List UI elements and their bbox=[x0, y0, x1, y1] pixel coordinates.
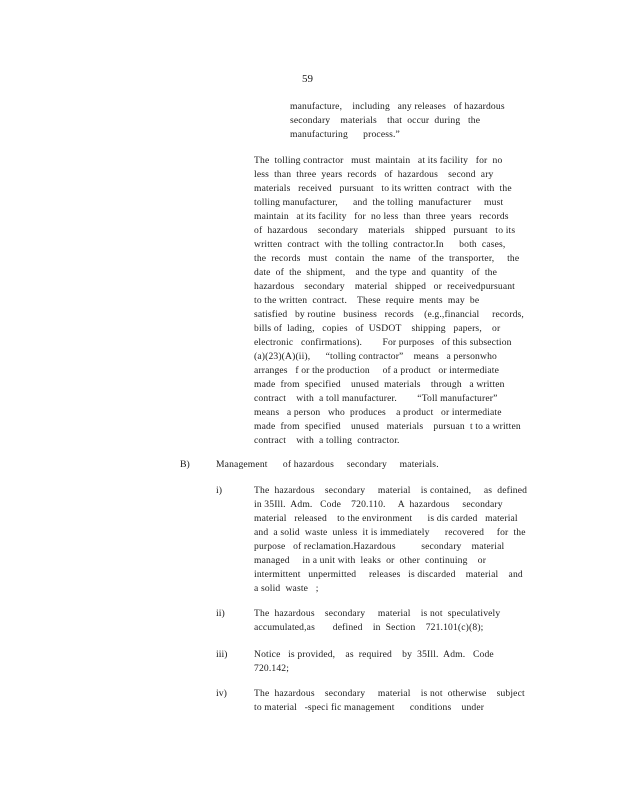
text-line: material released to the environment is dis carded material bbox=[254, 513, 518, 524]
item-iii-text bbox=[254, 648, 540, 676]
section-b-marker: B) bbox=[180, 459, 190, 470]
text-line: The tolling contractor must maintain at its facility for no bbox=[254, 155, 503, 166]
text-line: made from specified unused materials pursuan t to a written bbox=[254, 421, 521, 432]
text-line: made from specified unused materials through a written bbox=[254, 379, 505, 390]
text-line: (a)(23)(A)(ii), “tolling contractor” means a personwho bbox=[254, 351, 497, 362]
text-line: maintain at its facility for no less than three years records bbox=[254, 211, 509, 222]
text-line: to the written contract. These require ments may be bbox=[254, 295, 480, 306]
text-line: means a person who produces a product or intermediate bbox=[254, 407, 502, 418]
text-line: intermittent unpermitted releases is discarded material and bbox=[254, 569, 523, 580]
item-i-marker: i) bbox=[216, 485, 222, 496]
text-line: of hazardous secondary materials shipped pursuant to its bbox=[254, 225, 516, 236]
text-line: materials received pursuant to its written contract with the bbox=[254, 183, 512, 194]
item-ii-marker: ii) bbox=[216, 608, 225, 619]
page-number: 59 bbox=[302, 73, 313, 85]
text-line: bills of lading, copies of USDOT shipping papers, or bbox=[254, 323, 501, 334]
text-line: hazardous secondary material shipped or receivedpursuant bbox=[254, 281, 515, 292]
text-line: a solid waste ; bbox=[254, 583, 319, 594]
section-b-heading-text: Management of hazardous secondary materials. bbox=[216, 459, 439, 470]
text-line: purpose of reclamation.Hazardous secondary material bbox=[254, 541, 505, 552]
text-line: satisfied by routine business records (e.g.,financial records, bbox=[254, 309, 524, 320]
item-iv-text bbox=[254, 687, 540, 715]
item-i-text bbox=[254, 484, 540, 596]
section-b-heading bbox=[216, 458, 476, 472]
item-iii-marker: iii) bbox=[216, 649, 228, 660]
text-line: contract with a toll manufacturer. “Toll manufacturer” bbox=[254, 393, 498, 404]
text-line: The hazardous secondary material is contained, as defined bbox=[254, 485, 528, 496]
text-line: accumulated,as defined in Section 721.101(c)(8); bbox=[254, 622, 484, 633]
text-line: arranges f or the production of a product or intermediate bbox=[254, 365, 499, 376]
text-line: and a solid waste unless it is immediately recovered for the bbox=[254, 527, 526, 538]
text-line: manufacturing process.” bbox=[290, 129, 400, 140]
text-line: The hazardous secondary material is not otherwise subject bbox=[254, 688, 525, 699]
text-line: less than three years records of hazardous second ary bbox=[254, 169, 494, 180]
text-line: secondary materials that occur during the bbox=[290, 115, 481, 126]
text-line: to material -speci fic management conditions under bbox=[254, 702, 485, 713]
text-line: 720.142; bbox=[254, 663, 290, 674]
text-line: contract with a tolling contractor. bbox=[254, 435, 400, 446]
text-line: manufacture, including any releases of hazardous bbox=[290, 101, 505, 112]
text-line: managed in a unit with leaks or other continuing or bbox=[254, 555, 487, 566]
text-line: The hazardous secondary material is not speculatively bbox=[254, 608, 501, 619]
text-line: in 35Ill. Adm. Code 720.110. A hazardous secondary bbox=[254, 499, 503, 510]
text-line: Notice is provided, as required by 35Ill. Adm. Code bbox=[254, 649, 494, 660]
item-ii-text bbox=[254, 607, 540, 635]
text-line: the records must contain the name of the transporter, the bbox=[254, 253, 520, 264]
tolling-paragraph bbox=[254, 154, 538, 448]
text-line: date of the shipment, and the type and quantity of the bbox=[254, 267, 498, 278]
text-line: electronic confirmations). For purposes of this subsection bbox=[254, 337, 512, 348]
text-line: written contract with the tolling contractor.In both cases, bbox=[254, 239, 506, 250]
quote-continuation bbox=[290, 100, 526, 142]
item-iv-marker: iv) bbox=[216, 688, 227, 699]
text-line: tolling manufacturer, and the tolling manufacturer must bbox=[254, 197, 504, 208]
